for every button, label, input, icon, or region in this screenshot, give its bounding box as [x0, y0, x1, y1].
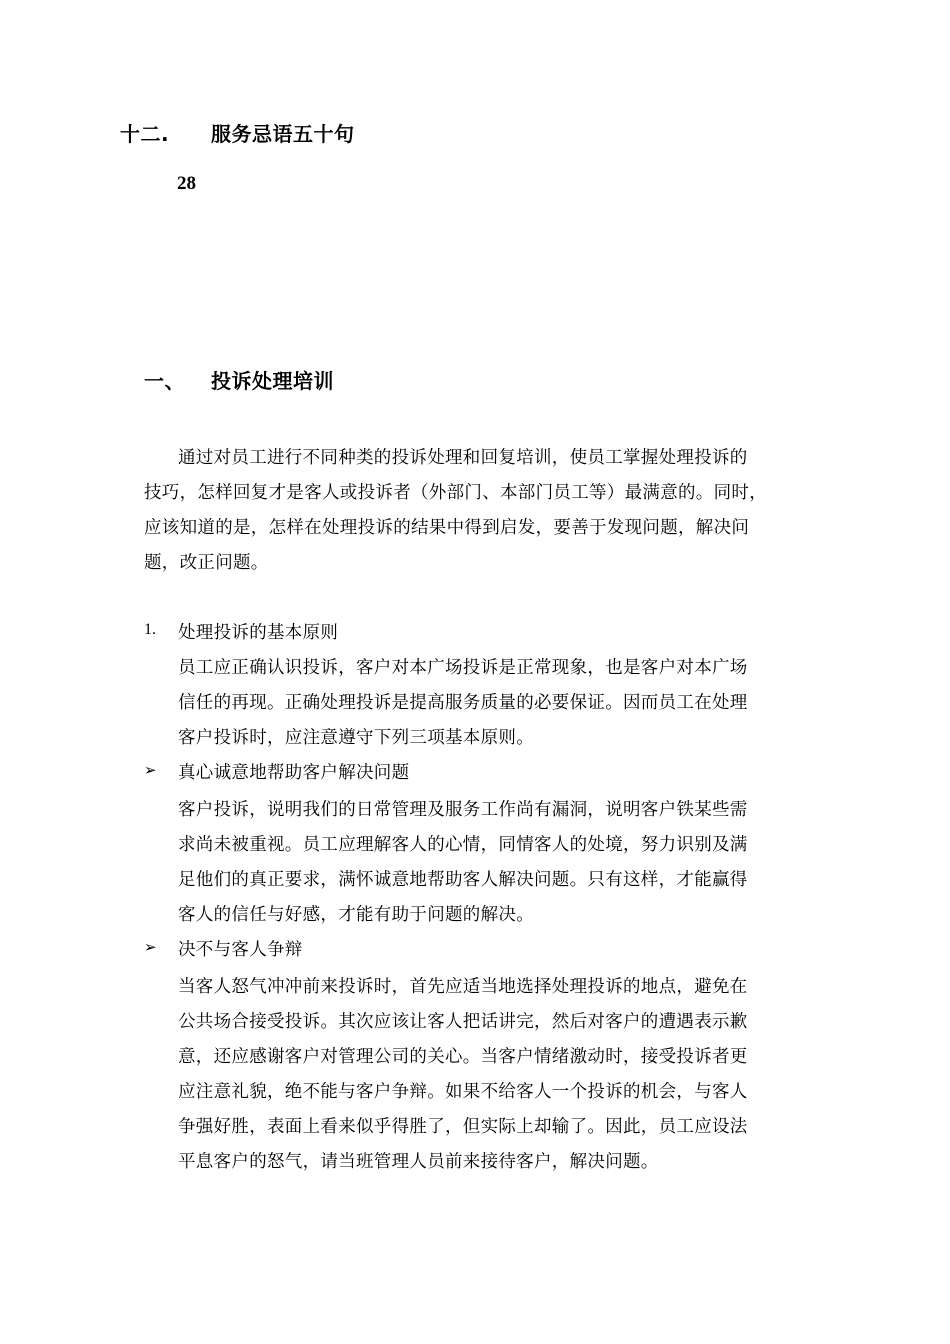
intro-line: 题，改正问题。: [144, 553, 269, 573]
arrow-bullet-icon: ➢: [144, 938, 157, 956]
bullet-2-line: 应注意礼貌，绝不能与客户争辩。如果不给客人一个投诉的机会，与客人: [178, 1082, 748, 1102]
intro-line: 通过对员工进行不同种类的投诉处理和回复培训，使员工掌握处理投诉的: [178, 448, 748, 468]
bullet-1-line: 客户投诉，说明我们的日常管理及服务工作尚有漏洞，说明客户铁某些需: [178, 800, 748, 820]
bullet-1-line: 足他们的真正要求，满怀诚意地帮助客人解决问题。只有这样，才能赢得: [178, 870, 748, 890]
arrow-bullet-icon: ➢: [144, 761, 157, 779]
bullet-2-line: 平息客户的怒气，请当班管理人员前来接待客户，解决问题。: [178, 1152, 659, 1172]
section-1-number: 一、: [144, 369, 185, 393]
intro-line: 技巧，怎样回复才是客人或投诉者（外部门、本部门员工等）最满意的。同时，: [144, 483, 767, 503]
bullet-2-line: 意，还应感谢客户对管理公司的关心。当客户情绪激动时，接受投诉者更: [178, 1047, 748, 1067]
item-1-title: 处理投诉的基本原则: [178, 623, 339, 643]
item-1-number: 1.: [144, 621, 156, 638]
item-1-line: 信任的再现。正确处理投诉是提高服务质量的必要保证。因而员工在处理: [178, 693, 748, 713]
intro-line: 应该知道的是，怎样在处理投诉的结果中得到启发，要善于发现问题，解决问: [144, 518, 750, 538]
bullet-2-line: 争强好胜，表面上看来似乎得胜了，但实际上却输了。因此，员工应设法: [178, 1117, 748, 1137]
bullet-1-line: 客人的信任与好感，才能有助于问题的解决。: [178, 905, 534, 925]
section-1-title: 投诉处理培训: [211, 369, 334, 393]
bullet-2-line: 当客人怒气冲冲前来投诉时，首先应适当地选择处理投诉的地点，避免在: [178, 977, 748, 997]
bullet-2-line: 公共场合接受投诉。其次应该让客人把话讲完，然后对客户的遭遇表示歉: [178, 1012, 748, 1032]
item-1-line: 员工应正确认识投诉，客户对本广场投诉是正常现象，也是客户对本广场: [178, 658, 748, 678]
bullet-1-line: 求尚未被重视。员工应理解客人的心情，同情客人的处境，努力识别及满: [178, 835, 748, 855]
bullet-1-title: 真心诚意地帮助客户解决问题: [178, 763, 410, 783]
page-number: 28: [177, 173, 196, 194]
bullet-2-title: 决不与客人争辩: [178, 940, 303, 960]
section-12-title: 服务忌语五十句: [211, 122, 355, 146]
item-1-line: 客户投诉时，应注意遵守下列三项基本原则。: [178, 728, 534, 748]
section-12-number: 十二.: [120, 122, 170, 146]
